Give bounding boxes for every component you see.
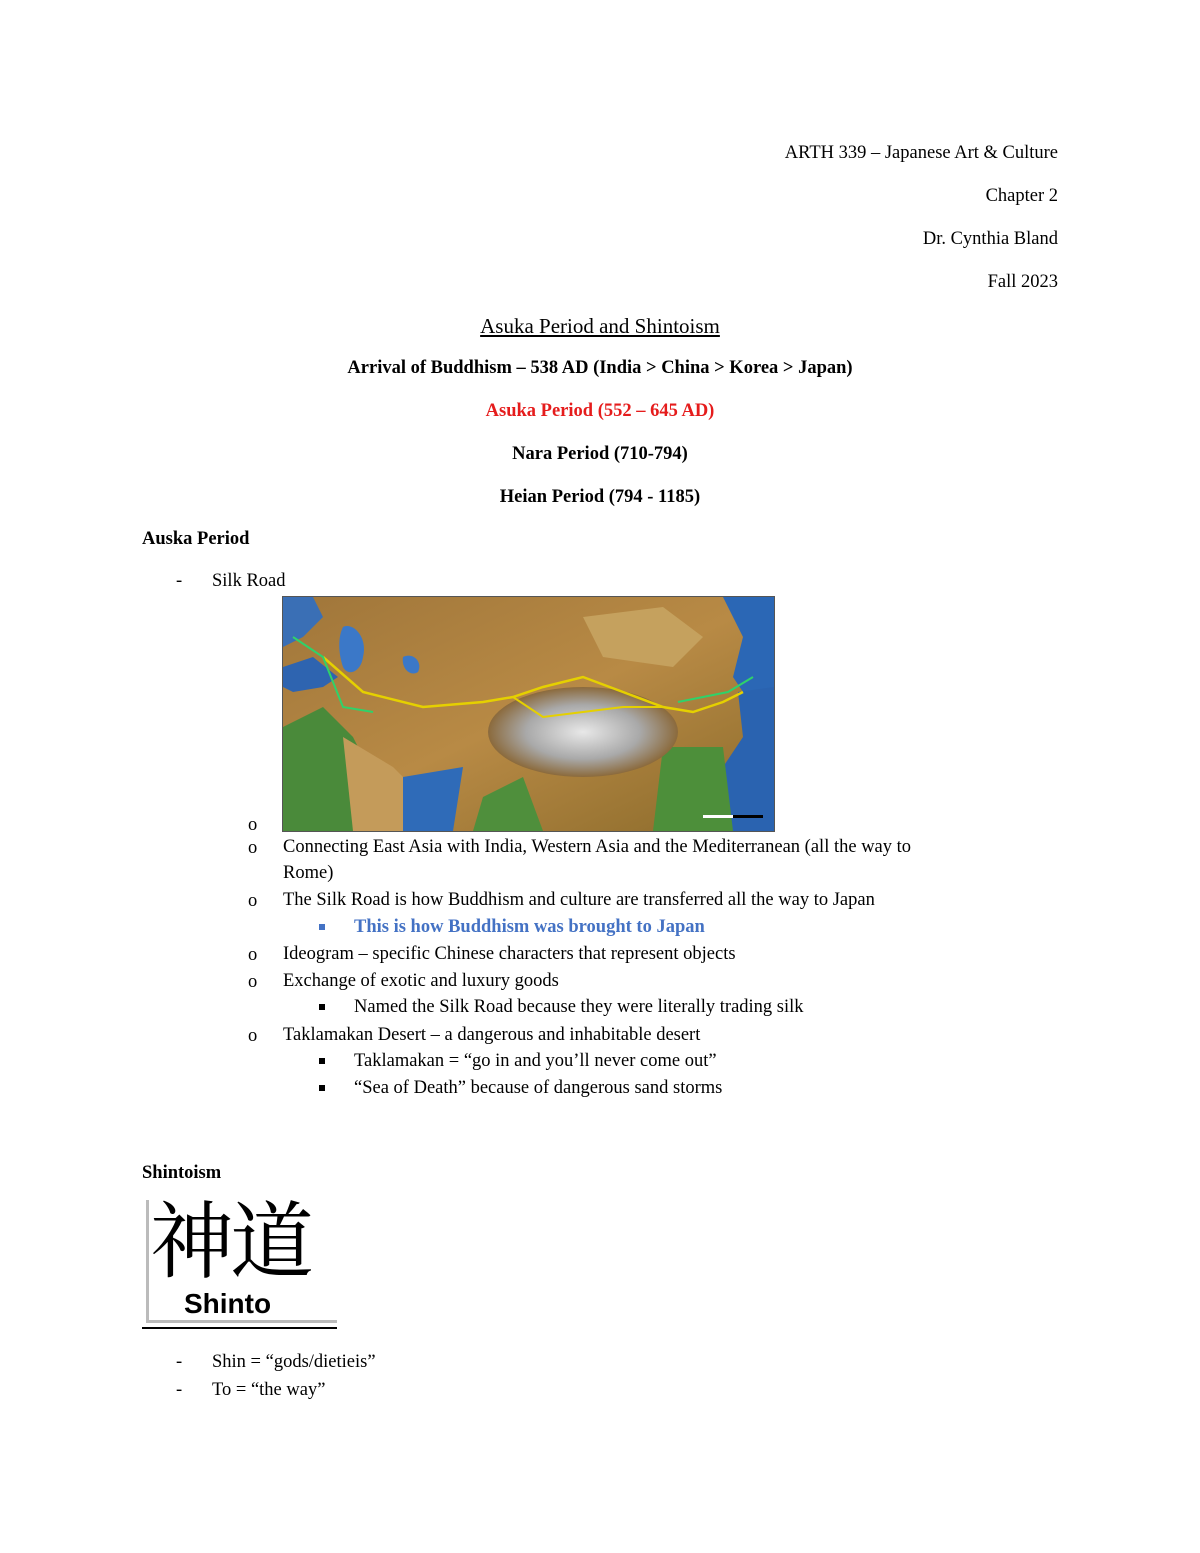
timeline-buddhism: Arrival of Buddhism – 538 AD (India > China > Korea > Japan) xyxy=(347,358,853,378)
circle-marker: o xyxy=(248,972,258,992)
square-bullet-icon xyxy=(319,1085,325,1091)
sub-bullet-sea-of-death: “Sea of Death” because of dangerous sand storms xyxy=(354,1078,723,1098)
circle-marker: o xyxy=(248,1026,258,1046)
square-bullet-icon xyxy=(319,1058,325,1064)
timeline-asuka: Asuka Period (552 – 645 AD) xyxy=(485,401,715,421)
bullet-connecting-cont: Rome) xyxy=(283,863,334,883)
dash-marker: - xyxy=(176,1380,183,1400)
shinto-logo xyxy=(142,1193,337,1330)
section-heading-shintoism: Shintoism xyxy=(142,1163,222,1183)
circle-marker: o xyxy=(248,815,258,835)
bullet-ideogram: Ideogram – specific Chinese characters that represent objects xyxy=(283,944,736,964)
bullet-taklamakan: Taklamakan Desert – a dangerous and inhabitable desert xyxy=(283,1025,701,1045)
course-title: ARTH 339 – Japanese Art & Culture xyxy=(784,143,1058,163)
bullet-silk-road-transfer: The Silk Road is how Buddhism and culture are transferred all the way to Japan xyxy=(283,890,875,910)
circle-marker: o xyxy=(248,891,258,911)
instructor-name: Dr. Cynthia Bland xyxy=(922,229,1058,249)
page-title: Asuka Period and Shintoism xyxy=(480,314,720,338)
circle-marker: o xyxy=(248,838,258,858)
bullet-connecting: Connecting East Asia with India, Western Asia and the Mediterranean (all the way to xyxy=(283,837,912,857)
circle-marker: o xyxy=(248,945,258,965)
list-item-shin: Shin = “gods/dietieis” xyxy=(212,1352,376,1372)
dash-marker: - xyxy=(176,1352,183,1372)
timeline-nara: Nara Period (710-794) xyxy=(512,444,688,464)
shinto-kanji: 神道 xyxy=(150,1193,311,1291)
shinto-word: Shinto xyxy=(184,1288,272,1319)
silk-road-map xyxy=(282,596,775,832)
sub-bullet-taklamakan-meaning: Taklamakan = “go in and you’ll never come out” xyxy=(354,1051,717,1071)
silk-road-map-graphic xyxy=(283,597,774,831)
dash-marker: - xyxy=(176,571,183,591)
list-item-silk-road: Silk Road xyxy=(212,571,286,591)
chapter-label: Chapter 2 xyxy=(985,186,1058,206)
sub-bullet-buddhism-japan: This is how Buddhism was brought to Japan xyxy=(354,917,705,937)
timeline-heian: Heian Period (794 - 1185) xyxy=(499,487,701,507)
list-item-to: To = “the way” xyxy=(212,1380,326,1400)
sub-bullet-named-silk: Named the Silk Road because they were literally trading silk xyxy=(354,997,804,1017)
term-label: Fall 2023 xyxy=(987,272,1058,292)
square-bullet-icon xyxy=(319,924,325,930)
bullet-exchange: Exchange of exotic and luxury goods xyxy=(283,971,559,991)
logo-underline xyxy=(142,1327,337,1329)
square-bullet-icon xyxy=(319,1004,325,1010)
section-heading-asuka: Auska Period xyxy=(142,529,250,549)
